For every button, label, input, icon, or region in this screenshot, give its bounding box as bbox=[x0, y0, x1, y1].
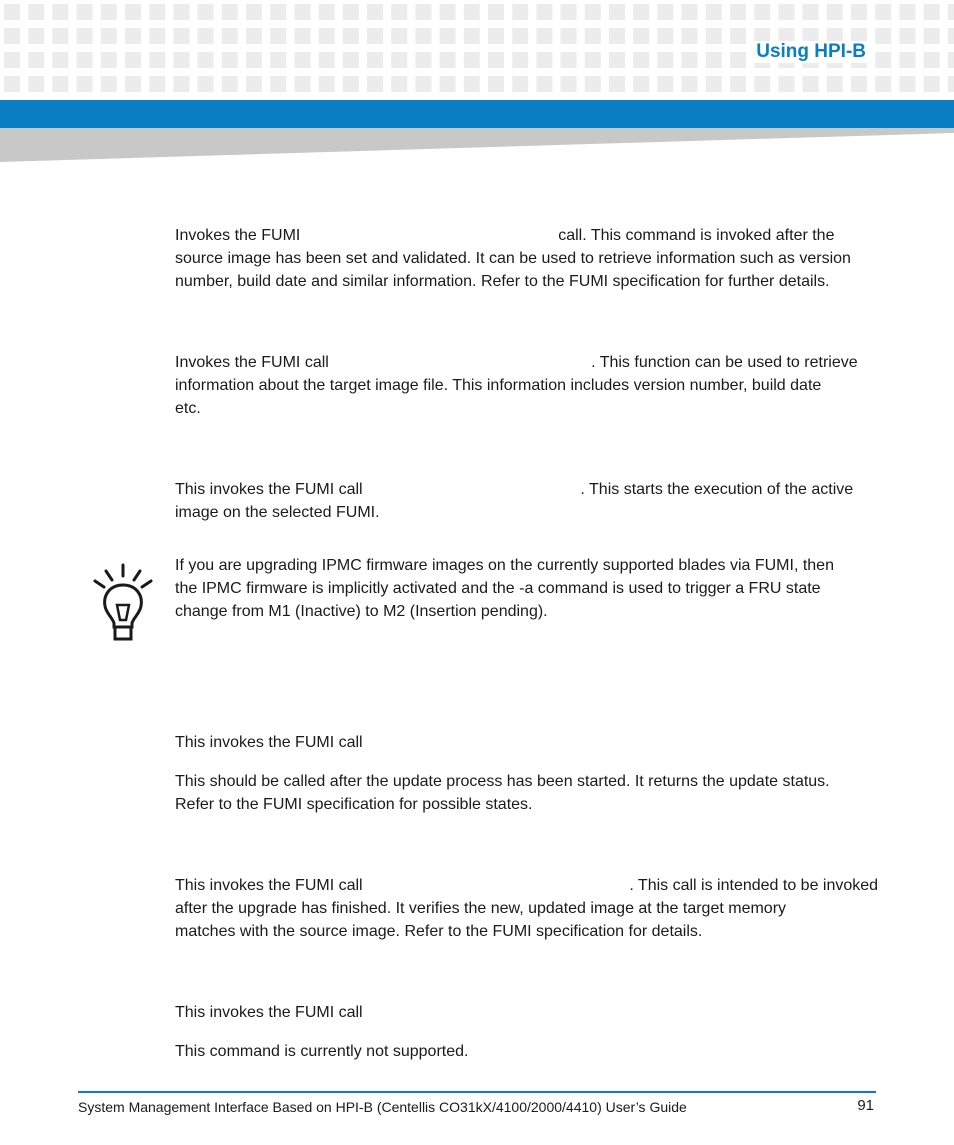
header-pattern-square bbox=[4, 52, 20, 68]
header-pattern-square bbox=[28, 28, 44, 44]
header-pattern-square bbox=[198, 4, 214, 20]
header-pattern-square bbox=[173, 76, 189, 92]
header-pattern-square bbox=[246, 4, 262, 20]
header-pattern-square bbox=[899, 52, 915, 68]
header-pattern-square bbox=[125, 52, 141, 68]
header-pattern-square bbox=[609, 52, 625, 68]
header-pattern-square bbox=[778, 76, 794, 92]
header-pattern-square bbox=[609, 4, 625, 20]
header-pattern-square bbox=[682, 4, 698, 20]
header-pattern-square bbox=[125, 28, 141, 44]
header-pattern-square bbox=[948, 28, 954, 44]
header-pattern-square bbox=[28, 52, 44, 68]
header-pattern-square bbox=[585, 4, 601, 20]
header-pattern-square bbox=[294, 4, 310, 20]
header-pattern-square bbox=[512, 4, 528, 20]
header-pattern-square bbox=[899, 76, 915, 92]
page-number: 91 bbox=[857, 1097, 874, 1114]
footer-guide-title: System Management Interface Based on HPI-B (Centellis CO31kX/4100/2000/4410) User’s Guide bbox=[78, 1099, 687, 1115]
header-pattern-square bbox=[803, 76, 819, 92]
header-pattern-square bbox=[415, 28, 431, 44]
header-pattern-square bbox=[464, 28, 480, 44]
header-pattern-square bbox=[77, 4, 93, 20]
header-pattern-square bbox=[440, 52, 456, 68]
text-line: image on the selected FUMI. bbox=[175, 504, 380, 521]
header-pattern-square bbox=[343, 4, 359, 20]
header-pattern-square bbox=[657, 28, 673, 44]
header-pattern-square bbox=[367, 52, 383, 68]
text-line: change from M1 (Inactive) to M2 (Insertion pending). bbox=[175, 603, 548, 620]
text-line: This command is currently not supported. bbox=[175, 1043, 469, 1060]
header-pattern-square bbox=[464, 76, 480, 92]
header-pattern-square bbox=[367, 28, 383, 44]
text-line: Invokes the FUMI call . This function can be used to retrieve bbox=[175, 354, 858, 371]
text-line: information about the target image file. This information includes version number, build date bbox=[175, 377, 822, 394]
header-pattern-square bbox=[561, 76, 577, 92]
header-pattern-square bbox=[415, 76, 431, 92]
header-pattern-square bbox=[827, 4, 843, 20]
header-pattern-square bbox=[730, 4, 746, 20]
header-pattern-square bbox=[391, 52, 407, 68]
text-line: This invokes the FUMI call . This starts the execution of the active bbox=[175, 481, 854, 498]
header-pattern-square bbox=[173, 4, 189, 20]
header-pattern-square bbox=[754, 76, 770, 92]
header-pattern-square bbox=[198, 28, 214, 44]
header-pattern-square bbox=[149, 28, 165, 44]
header-pattern-square bbox=[803, 4, 819, 20]
paragraph-fumi-target-info bbox=[175, 351, 875, 420]
header-pattern-square bbox=[851, 4, 867, 20]
header-pattern-square bbox=[464, 4, 480, 20]
header-pattern-square bbox=[924, 4, 940, 20]
paragraph-fumi-status-desc bbox=[175, 770, 875, 816]
header-pattern-square bbox=[561, 4, 577, 20]
header-pattern-square bbox=[319, 4, 335, 20]
header-pattern-square bbox=[488, 4, 504, 20]
header-pattern-square bbox=[899, 4, 915, 20]
header-pattern-square bbox=[294, 76, 310, 92]
header-pattern-square bbox=[222, 52, 238, 68]
paragraph-fumi-source-info bbox=[175, 224, 875, 293]
header-pattern-square bbox=[536, 76, 552, 92]
header-pattern-square bbox=[222, 4, 238, 20]
header-pattern-square bbox=[343, 76, 359, 92]
header-pattern-square bbox=[730, 28, 746, 44]
header-pattern-square bbox=[585, 76, 601, 92]
header-pattern-square bbox=[270, 28, 286, 44]
section-title: Using HPI-B bbox=[750, 41, 872, 63]
text-line: after the upgrade has finished. It verifies the new, updated image at the target memory bbox=[175, 900, 787, 917]
text-line: This invokes the FUMI call bbox=[175, 734, 363, 751]
header-pattern-square bbox=[319, 28, 335, 44]
header-pattern-square bbox=[585, 52, 601, 68]
header-pattern-square bbox=[609, 28, 625, 44]
header-pattern-square bbox=[270, 52, 286, 68]
header-pattern-square bbox=[101, 52, 117, 68]
header-pattern-square bbox=[512, 76, 528, 92]
header-pattern-square bbox=[657, 76, 673, 92]
header-pattern-square bbox=[391, 4, 407, 20]
header-pattern-square bbox=[706, 28, 722, 44]
header-pattern-square bbox=[536, 4, 552, 20]
header-pattern-square bbox=[512, 28, 528, 44]
text-line: This invokes the FUMI call . This call is intended to be invoked bbox=[175, 877, 879, 894]
header-pattern-square bbox=[246, 28, 262, 44]
header-pattern-square bbox=[488, 76, 504, 92]
header-pattern-square bbox=[464, 52, 480, 68]
header-pattern-square bbox=[948, 76, 954, 92]
header-pattern-square bbox=[512, 52, 528, 68]
header-pattern-square bbox=[367, 76, 383, 92]
header-pattern-square bbox=[77, 52, 93, 68]
text-line: the IPMC firmware is implicitly activated and the -a command is used to trigger a FRU state bbox=[175, 580, 821, 597]
header-pattern-square bbox=[319, 52, 335, 68]
header-pattern-square bbox=[415, 52, 431, 68]
header-pattern-square bbox=[633, 4, 649, 20]
header-pattern-square bbox=[391, 28, 407, 44]
header-pattern-square bbox=[343, 52, 359, 68]
header-pattern-square bbox=[125, 76, 141, 92]
header-pattern-square bbox=[391, 76, 407, 92]
header-pattern-square bbox=[948, 52, 954, 68]
header-pattern-square bbox=[270, 4, 286, 20]
header-pattern-square bbox=[198, 52, 214, 68]
header-pattern-square bbox=[246, 52, 262, 68]
header-pattern-square bbox=[924, 76, 940, 92]
header-pattern-square bbox=[682, 76, 698, 92]
text-line: etc. bbox=[175, 400, 201, 417]
header-pattern-square bbox=[875, 4, 891, 20]
header-pattern-square bbox=[633, 28, 649, 44]
header-pattern-square bbox=[173, 52, 189, 68]
header-pattern-square bbox=[682, 52, 698, 68]
header-pattern-square bbox=[440, 28, 456, 44]
header-pattern-square bbox=[730, 52, 746, 68]
text-line: If you are upgrading IPMC firmware images on the currently supported blades via FUMI, then bbox=[175, 557, 834, 574]
header-pattern-square bbox=[633, 76, 649, 92]
text-line: matches with the source image. Refer to the FUMI specification for details. bbox=[175, 923, 703, 940]
header-pattern-square bbox=[657, 52, 673, 68]
lightbulb-icon bbox=[92, 563, 154, 645]
header-pattern-square bbox=[4, 4, 20, 20]
header-pattern-square bbox=[851, 76, 867, 92]
header-pattern-square bbox=[440, 76, 456, 92]
header-pattern-square bbox=[875, 76, 891, 92]
header-pattern-square bbox=[52, 28, 68, 44]
paragraph-fumi-activate bbox=[175, 478, 875, 524]
header-pattern-square bbox=[149, 76, 165, 92]
header-pattern-square bbox=[536, 28, 552, 44]
header-pattern-square bbox=[415, 4, 431, 20]
header-pattern-square bbox=[28, 4, 44, 20]
header-pattern-square bbox=[101, 76, 117, 92]
header-pattern-square bbox=[488, 52, 504, 68]
header-pattern-square bbox=[222, 76, 238, 92]
header-pattern-square bbox=[754, 4, 770, 20]
header-pattern-square bbox=[343, 28, 359, 44]
header-pattern-square bbox=[875, 52, 891, 68]
header-pattern-square bbox=[561, 52, 577, 68]
header-pattern-square bbox=[125, 4, 141, 20]
footer-rule bbox=[78, 1091, 876, 1093]
text-line: Invokes the FUMI call. This command is invoked after the bbox=[175, 227, 835, 244]
header-pattern-square bbox=[609, 76, 625, 92]
header-pattern-square bbox=[924, 28, 940, 44]
header-pattern-square bbox=[319, 76, 335, 92]
header-pattern-square bbox=[222, 28, 238, 44]
paragraph-fumi-verify bbox=[175, 874, 879, 943]
header-pattern-square bbox=[706, 76, 722, 92]
header-pattern-square bbox=[173, 28, 189, 44]
header-pattern-square bbox=[706, 52, 722, 68]
header-pattern-square bbox=[536, 52, 552, 68]
header-pattern-square bbox=[101, 28, 117, 44]
header-pattern-square bbox=[28, 76, 44, 92]
header-pattern-square bbox=[149, 4, 165, 20]
header-pattern-square bbox=[875, 28, 891, 44]
header-pattern-square bbox=[52, 76, 68, 92]
header-pattern-square bbox=[246, 76, 262, 92]
header-pattern-square bbox=[561, 28, 577, 44]
header-pattern-square bbox=[827, 76, 843, 92]
header-pattern-square bbox=[101, 4, 117, 20]
header-pattern-square bbox=[730, 76, 746, 92]
header-pattern-square bbox=[198, 76, 214, 92]
header-pattern-square bbox=[294, 52, 310, 68]
header-pattern-square bbox=[924, 52, 940, 68]
header-pattern-square bbox=[899, 28, 915, 44]
paragraph-not-supported bbox=[175, 1040, 875, 1063]
header-pattern-square bbox=[4, 76, 20, 92]
header-blue-band bbox=[0, 100, 954, 128]
header-pattern-square bbox=[657, 4, 673, 20]
header-gray-wedge bbox=[0, 128, 954, 164]
header-pattern-square bbox=[682, 28, 698, 44]
header-pattern-square bbox=[585, 28, 601, 44]
header-pattern-square bbox=[77, 28, 93, 44]
header-pattern-square bbox=[948, 4, 954, 20]
paragraph-fumi-unsupported-call bbox=[175, 1001, 875, 1024]
note-text bbox=[175, 554, 875, 623]
header-pattern-square bbox=[778, 4, 794, 20]
header-pattern-square bbox=[488, 28, 504, 44]
header-pattern-square bbox=[633, 52, 649, 68]
text-line: source image has been set and validated. It can be used to retrieve information such as version bbox=[175, 250, 851, 267]
text-line: This should be called after the update process has been started. It returns the update status. bbox=[175, 773, 830, 790]
header-pattern-square bbox=[149, 52, 165, 68]
text-line: number, build date and similar information. Refer to the FUMI specification for further details. bbox=[175, 273, 830, 290]
header-pattern-square bbox=[440, 4, 456, 20]
header-pattern-square bbox=[4, 28, 20, 44]
header-pattern-square bbox=[52, 52, 68, 68]
header-pattern-square bbox=[77, 76, 93, 92]
header-pattern-square bbox=[270, 76, 286, 92]
header-pattern-square bbox=[294, 28, 310, 44]
text-line: Refer to the FUMI specification for possible states. bbox=[175, 796, 533, 813]
paragraph-fumi-status-call bbox=[175, 731, 875, 754]
header-pattern-square bbox=[367, 4, 383, 20]
header-pattern-square bbox=[706, 4, 722, 20]
text-line: This invokes the FUMI call bbox=[175, 1004, 363, 1021]
header-pattern-square bbox=[52, 4, 68, 20]
